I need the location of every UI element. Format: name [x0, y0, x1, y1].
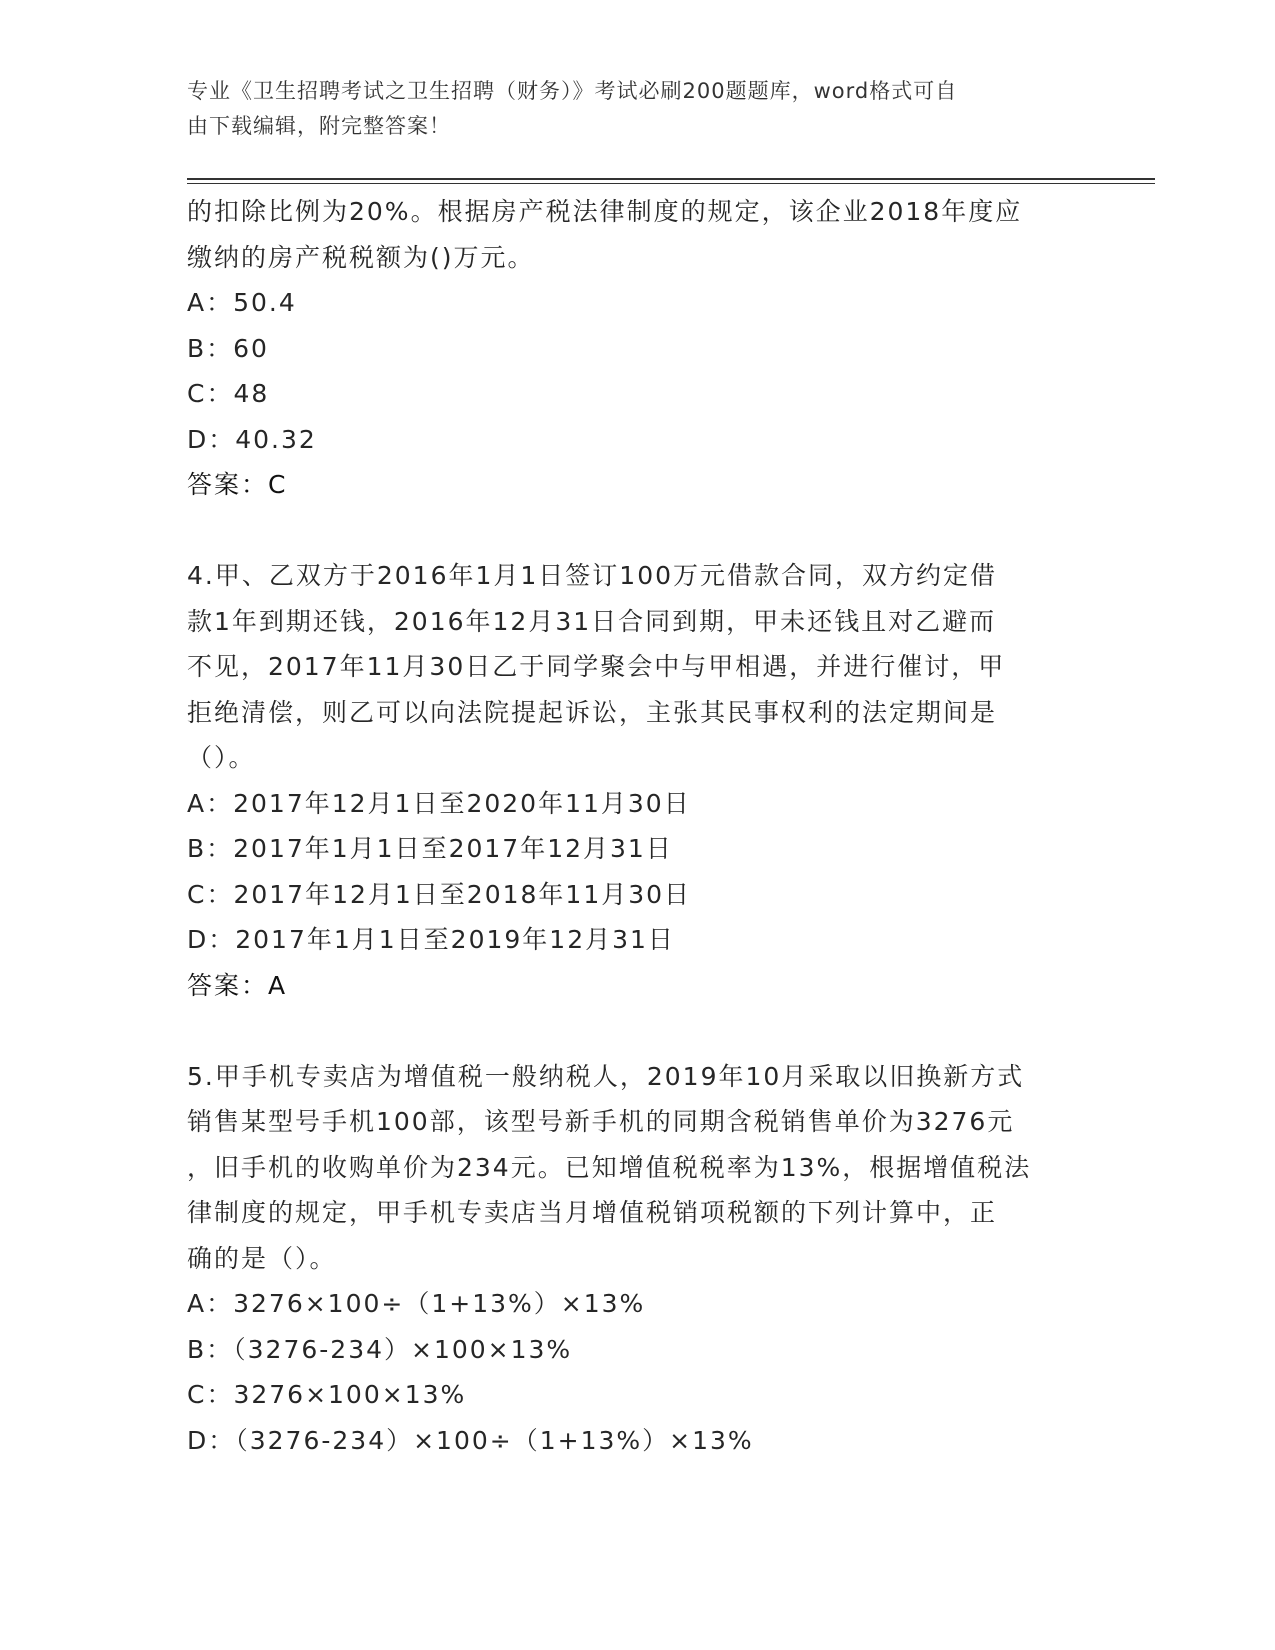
- option-b: B：（3276-234）×100×13%: [187, 1334, 573, 1364]
- option-d: D：40.32: [187, 424, 317, 454]
- header-divider-thick: [187, 178, 1155, 180]
- question-stem-line: 4.甲、乙双方于2016年1月1日签订100万元借款合同，双方约定借: [187, 561, 998, 590]
- question-stem-line: （）。: [187, 743, 256, 772]
- question-content: [187, 189, 1087, 1463]
- question-4: [187, 553, 1087, 1008]
- header-line-1: 专业《卫生招聘考试之卫生招聘（财务）》考试必刷200题题库，word格式可自: [187, 79, 958, 103]
- question-stem-line: 5.甲手机专卖店为增值税一般纳税人，2019年10月采取以旧换新方式: [187, 1061, 1025, 1091]
- option-a: A：3276×100÷（1+13%）×13%: [187, 1289, 646, 1318]
- question-stem-line: 不见，2017年11月30日乙于同学聚会中与甲相遇，并进行催讨，甲: [187, 652, 1006, 681]
- question-spacer: [187, 1008, 1087, 1054]
- option-d: D：2017年1月1日至2019年12月31日: [187, 925, 675, 954]
- option-a: A：50.4: [187, 288, 297, 317]
- question-stem-line: 律制度的规定，甲手机专卖店当月增值税销项税额的下列计算中，正: [187, 1198, 998, 1227]
- question-stem-line: 的扣除比例为20%。根据房产税法律制度的规定，该企业2018年度应: [187, 197, 1023, 226]
- question-stem-line: 销售某型号手机100部，该型号新手机的同期含税销售单价为3276元: [187, 1107, 1015, 1136]
- option-a: A：2017年12月1日至2020年11月30日: [187, 788, 691, 818]
- question-stem-line: 确的是（）。: [187, 1243, 337, 1273]
- question-stem-line: 款1年到期还钱，2016年12月31日合同到期，甲未还钱且对乙避而: [187, 606, 997, 636]
- question-3: [187, 189, 1087, 508]
- header-divider-thin: [187, 183, 1155, 184]
- option-c: C：3276×100×13%: [187, 1380, 467, 1409]
- option-d: D：（3276-234）×100÷（1+13%）×13%: [187, 1425, 754, 1455]
- question-spacer: [187, 508, 1087, 554]
- option-c: C：48: [187, 379, 270, 408]
- question-stem-line: 拒绝清偿，则乙可以向法院提起诉讼，主张其民事权利的法定期间是: [187, 697, 998, 727]
- answer-line: 答案：C: [187, 470, 288, 499]
- question-stem-line: 缴纳的房产税税额为()万元。: [187, 242, 535, 272]
- question-stem-line: ，旧手机的收购单价为234元。已知增值税税率为13%，根据增值税法: [187, 1152, 1032, 1182]
- option-b: B：2017年1月1日至2017年12月31日: [187, 834, 673, 863]
- option-c: C：2017年12月1日至2018年11月30日: [187, 879, 692, 909]
- answer-line: 答案：A: [187, 970, 288, 1000]
- question-5: [187, 1054, 1087, 1464]
- option-b: B：60: [187, 333, 269, 363]
- header-line-2: 由下载编辑，附完整答案！: [187, 114, 451, 138]
- document-header: [187, 74, 1077, 144]
